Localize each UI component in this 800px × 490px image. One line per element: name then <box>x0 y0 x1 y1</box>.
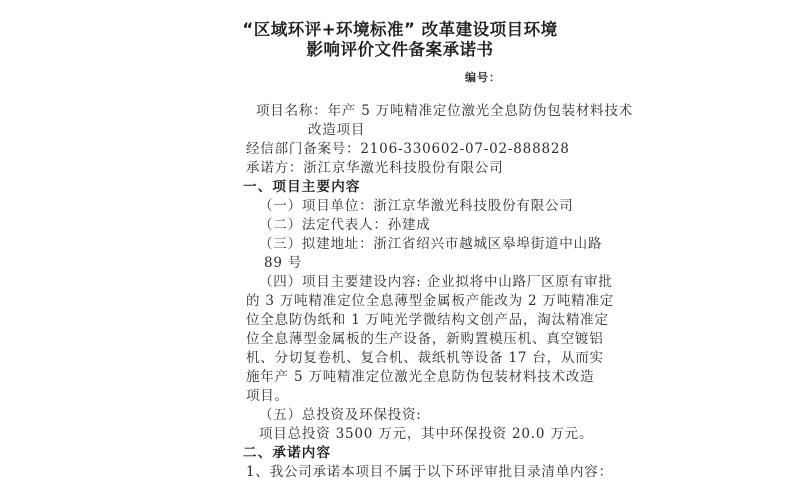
construction-content-line: 项目。 <box>246 388 289 404</box>
construction-content-line: 位全息防伪纸和 1 万吨光学微结构文创产品，淘汰精准定 <box>246 312 609 328</box>
investment-heading-line: （五）总投资及环保投资: <box>259 407 422 423</box>
construction-content-line: 位全息薄型金属板的生产设备，新购置模压机、真空镀铝 <box>246 331 604 347</box>
project-address-line2: 89 号 <box>264 255 303 271</box>
section2-heading: 二、承诺内容 <box>243 445 332 461</box>
page-title-line2: 影响评价文件备案承诺书 <box>306 39 494 59</box>
page-title <box>0 20 800 59</box>
section1-heading: 一、项目主要内容 <box>243 179 361 195</box>
investment-detail-line: 项目总投资 3500 万元，其中环保投资 20.0 万元。 <box>259 426 594 442</box>
construction-content-line: 的 3 万吨精准定位全息薄型金属板产能改为 2 万吨精准定 <box>246 293 615 309</box>
project-address-line1: （三）拟建地址：浙江省绍兴市越城区皋埠街道中山路 <box>259 236 603 252</box>
project-unit-line: （一）项目单位：浙江京华激光科技股份有限公司 <box>259 198 574 214</box>
promisor-line: 承诺方：浙江京华激光科技股份有限公司 <box>246 160 504 176</box>
construction-content-line: 施年产 5 万吨精准定位激光全息防伪包装材料技术改造 <box>246 369 595 385</box>
page-title-line1: “区域环评+环境标准” 改革建设项目环境 <box>242 20 558 39</box>
project-name-line1: 项目名称：年产 5 万吨精准定位激光全息防伪包装材料技术 <box>256 103 634 119</box>
legal-representative-line: （二）法定代表人：孙建成 <box>259 217 431 233</box>
construction-content-line: （四）项目主要建设内容: 企业拟将中山路厂区原有审批 <box>259 274 613 290</box>
document-number-label: 编号： <box>465 71 501 84</box>
filing-number-line: 经信部门备案号：2106-330602-07-02-888828 <box>246 141 570 157</box>
construction-content-line: 机、分切复卷机、复合机、裁纸机等设备 17 台，从而实 <box>246 350 604 366</box>
commitment-item-line: 1、我公司承诺本项目不属于以下环评审批目录清单内容： <box>246 464 613 480</box>
document-body <box>243 102 638 482</box>
project-name-line2: 改造项目 <box>308 122 366 138</box>
